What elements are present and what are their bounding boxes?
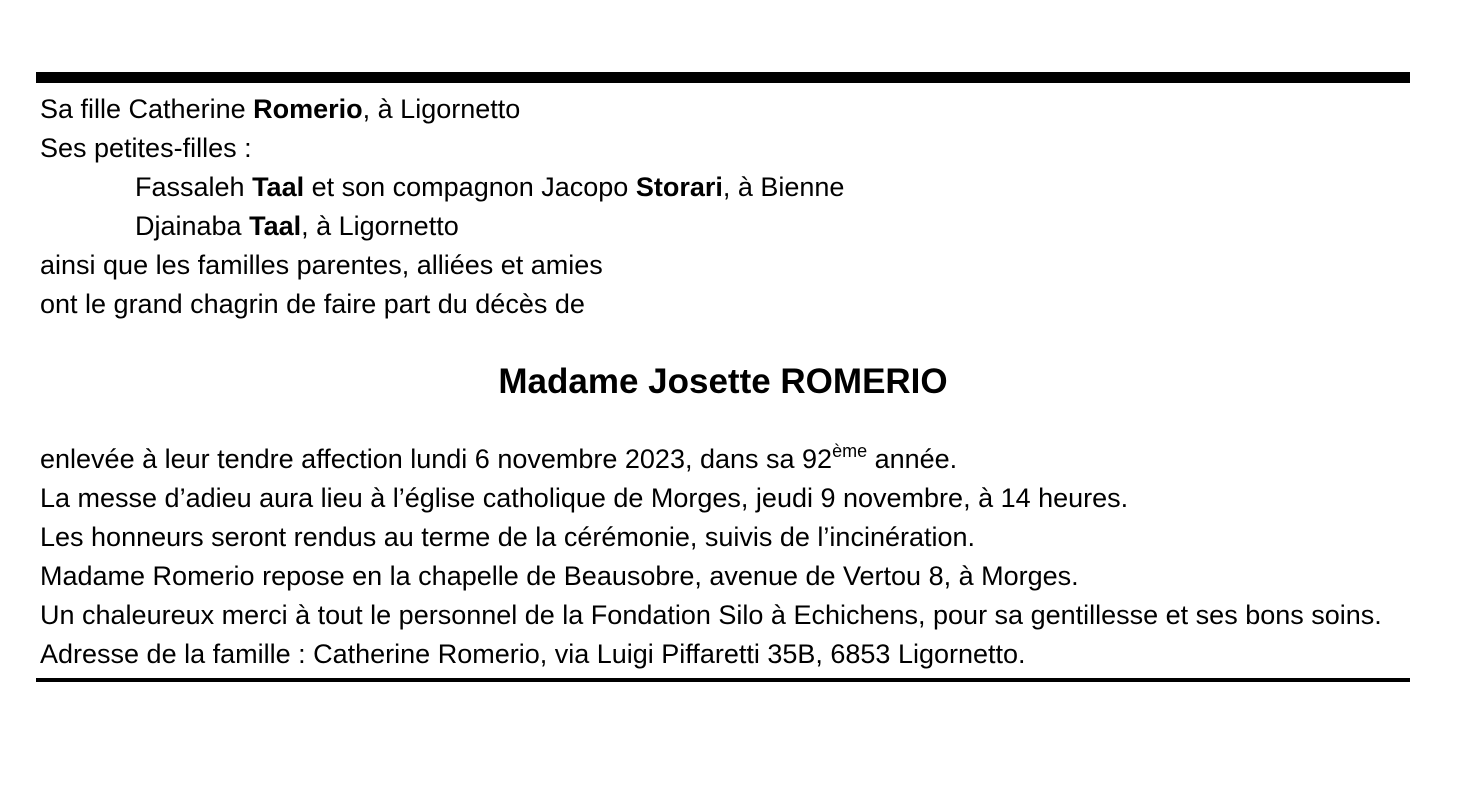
mass-line: La messe d’adieu aura lieu à l’église catholique de Morges, jeudi 9 novembre, à 14 heures.	[40, 483, 1129, 513]
top-rule	[36, 72, 1410, 83]
granddaughters-heading: Ses petites-filles :	[40, 133, 252, 163]
daughter-line: Sa fille Catherine Romerio, à Ligornetto	[40, 94, 521, 124]
address-line: Adresse de la famille : Catherine Romerio, via Luigi Piffaretti 35B, 6853 Ligornetto.	[40, 639, 1026, 669]
granddaughter-line: Fassaleh Taal et son compagnon Jacopo Storari, à Bienne	[135, 172, 845, 202]
family-block	[36, 90, 1410, 324]
ordinal-suffix: ème	[832, 441, 868, 461]
rest-line: Madame Romerio repose en la chapelle de Beausobre, avenue de Vertou 8, à Morges.	[40, 561, 1079, 591]
surname: Taal	[252, 172, 305, 202]
bottom-rule	[36, 678, 1410, 682]
announcement-line: ont le grand chagrin de faire part du décès de	[40, 289, 585, 319]
obituary-notice	[36, 72, 1410, 682]
granddaughter-line: Djainaba Taal, à Ligornetto	[135, 211, 459, 241]
details-block	[36, 440, 1410, 674]
deceased-name: Madame Josette ROMERIO	[498, 362, 948, 401]
surname: Taal	[249, 211, 302, 241]
surname: Storari	[635, 172, 723, 202]
death-line: enlevée à leur tendre affection lundi 6 novembre 2023, dans sa 92ème année.	[40, 441, 958, 474]
relatives-line: ainsi que les familles parentes, alliées et amies	[40, 250, 603, 280]
thanks-line: Un chaleureux merci à tout le personnel de la Fondation Silo à Echichens, pour sa gentillesse et ses bons soins.	[40, 600, 1382, 630]
honours-line: Les honneurs seront rendus au terme de la cérémonie, suivis de l’incinération.	[40, 522, 976, 552]
surname: Romerio	[253, 94, 363, 124]
